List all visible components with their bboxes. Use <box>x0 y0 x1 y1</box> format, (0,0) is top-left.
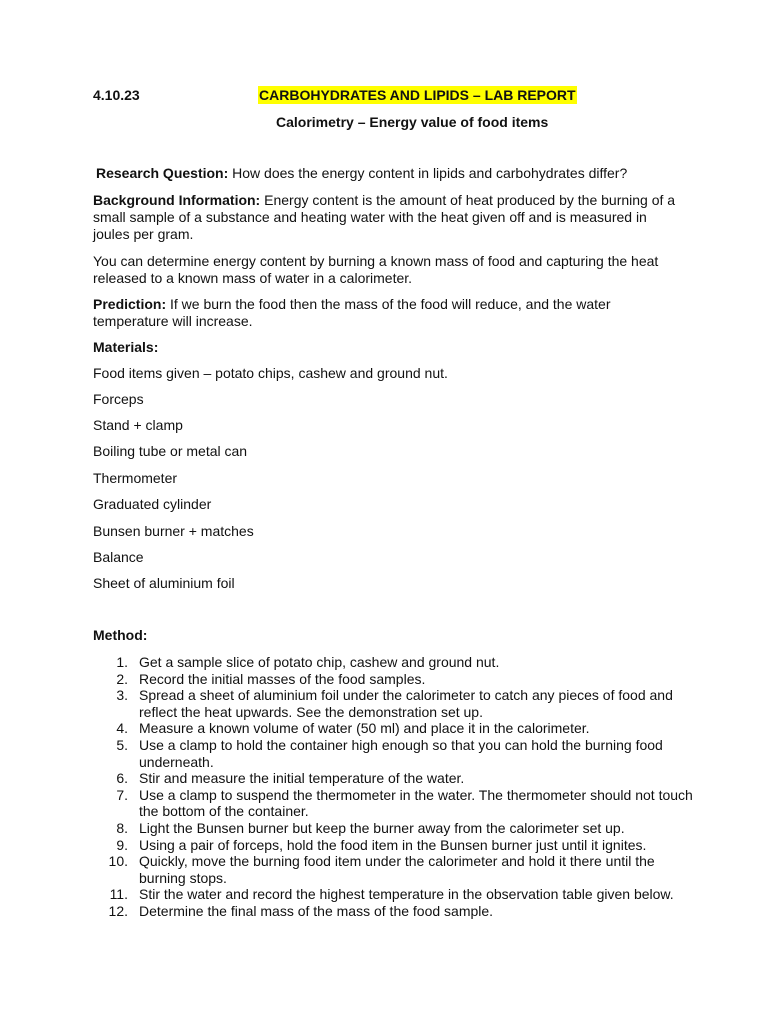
prediction-label: Prediction: <box>93 296 167 312</box>
method-step <box>93 820 693 837</box>
research-question <box>96 165 686 182</box>
method-step <box>93 770 693 787</box>
method-step <box>93 687 693 720</box>
determine-paragraph: You can determine energy content by burning a known mass of food and capturing the heat released to a known mass of water in a calorimeter. <box>93 253 659 286</box>
material-item: Thermometer <box>93 470 178 486</box>
material-item: Boiling tube or metal can <box>93 443 248 459</box>
material-item: Bunsen burner + matches <box>93 523 254 539</box>
material-item: Sheet of aluminium foil <box>93 575 235 591</box>
step-number: 12. <box>108 902 128 919</box>
method-steps <box>93 654 693 920</box>
step-number: 2. <box>116 670 128 687</box>
method-step <box>93 737 693 770</box>
step-number: 5. <box>116 736 128 753</box>
step-text: Get a sample slice of potato chip, cashew and ground nut. <box>139 654 500 670</box>
step-number: 7. <box>116 786 128 803</box>
step-number: 6. <box>116 770 128 787</box>
step-number: 9. <box>116 836 128 853</box>
method-step <box>93 837 693 854</box>
step-number: 1. <box>116 654 128 670</box>
research-question-label: Research Question: <box>96 165 229 181</box>
background-information <box>93 192 683 243</box>
material-item: Balance <box>93 549 144 565</box>
step-text: Stir the water and record the highest temperature in the observation table given below. <box>139 886 674 903</box>
method-step <box>93 720 693 737</box>
method-step <box>93 903 693 920</box>
prediction <box>93 296 683 330</box>
material-item: Food items given – potato chips, cashew and ground nut. <box>93 365 448 381</box>
report-subtitle: Calorimetry – Energy value of food items <box>276 114 549 130</box>
step-text: Use a clamp to suspend the thermometer in the water. The thermometer should not touch the bottom of the container. <box>139 786 693 820</box>
prediction-text: If we burn the food then the mass of the food will reduce, and the water temperature will increase. <box>93 296 611 329</box>
background-text: Energy content is the amount of heat produced by the burning of a small sample of a substance and heating water with the heat given off and is measured in joules per gram. <box>93 192 676 242</box>
research-question-text: How does the energy content in lipids and carbohydrates differ? <box>228 165 628 181</box>
step-text: Determine the final mass of the mass of the food sample. <box>139 902 494 919</box>
material-item: Forceps <box>93 391 144 407</box>
report-date: 4.10.23 <box>93 87 140 103</box>
method-step <box>93 654 693 671</box>
step-number: 11. <box>109 886 128 903</box>
method-step <box>93 886 693 903</box>
background-label: Background Information: <box>93 192 261 208</box>
step-text: Light the Bunsen burner but keep the burner away from the calorimeter set up. <box>139 819 625 836</box>
method-heading: Method: <box>93 627 148 643</box>
step-text: Stir and measure the initial temperature of the water. <box>139 770 465 787</box>
material-item: Stand + clamp <box>93 417 183 433</box>
method-step <box>93 787 693 820</box>
step-text: Use a clamp to hold the container high enough so that you can hold the burning food underneath. <box>139 736 663 770</box>
step-number: 4. <box>116 720 128 737</box>
step-number: 10. <box>108 853 128 870</box>
step-text: Quickly, move the burning food item under the calorimeter and hold it there until the burning stops. <box>139 853 655 886</box>
step-number: 3. <box>116 687 128 704</box>
step-text: Record the initial masses of the food samples. <box>139 670 426 687</box>
step-text: Using a pair of forceps, hold the food item in the Bunsen burner just until it ignites. <box>139 836 647 853</box>
step-text: Measure a known volume of water (50 ml) and place it in the calorimeter. <box>139 720 590 737</box>
material-item: Graduated cylinder <box>93 496 212 512</box>
step-number: 8. <box>116 819 128 836</box>
report-title: CARBOHYDRATES AND LIPIDS – LAB REPORT <box>259 87 576 103</box>
step-text: Spread a sheet of aluminium foil under the calorimeter to catch any pieces of food and reflect the heat upwards. See the demonstration set up. <box>139 687 673 720</box>
method-step <box>93 853 693 886</box>
materials-heading: Materials: <box>93 339 159 355</box>
method-step <box>93 671 693 688</box>
